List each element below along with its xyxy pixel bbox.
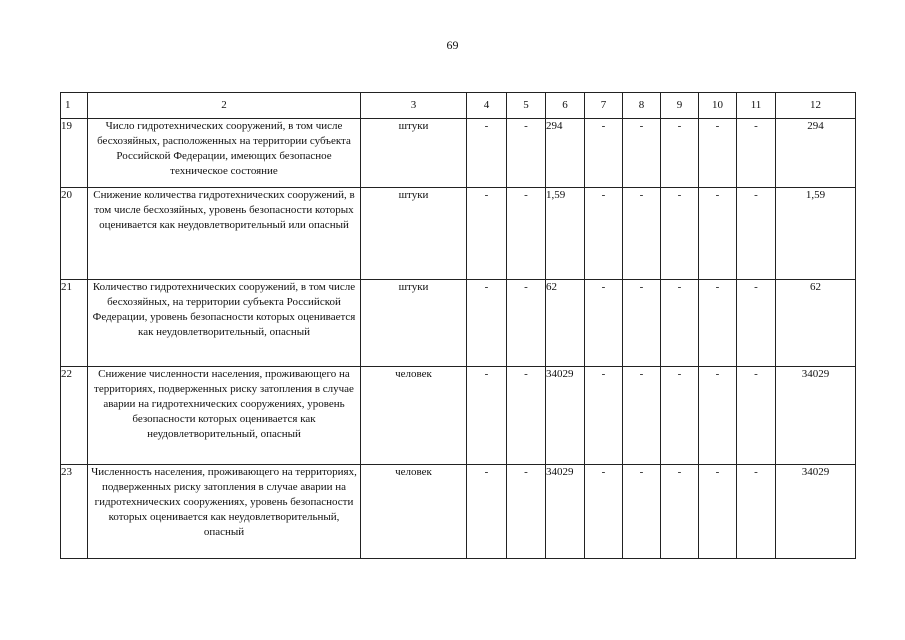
header-row [61,93,856,119]
value-cell-4: - [467,280,507,367]
value-cell-12: 294 [776,119,856,188]
unit-cell: штуки [361,188,467,280]
value-cell-9: - [661,367,699,465]
value-cell-5: - [507,280,546,367]
value-cell-7: - [585,280,623,367]
table-row [61,119,856,188]
header-cell-1: 1 [61,93,88,119]
value-cell-10: - [699,119,737,188]
value-cell-9: - [661,188,699,280]
value-cell-6: 294 [546,119,585,188]
value-cell-6: 62 [546,280,585,367]
value-cell-4: - [467,188,507,280]
header-cell-3: 3 [361,93,467,119]
value-cell-8: - [623,119,661,188]
page-number: 69 [446,38,459,52]
header-cell-12: 12 [776,93,856,119]
table-row [61,367,856,465]
indicator-name: Число гидротехнических сооружений, в том числе бесхозяйных, расположенных на территории субъекта Российской Федерации, имеющих безопасное техническое состояние [88,119,361,188]
table-row [61,465,856,559]
unit-cell: человек [361,465,467,559]
indicator-name: Численность населения, проживающего на территориях, подверженных риску затопления в случае аварии на гидротехнических сооружениях, уровень безопасности которых оценивается как неудовлетворительный, опасный [88,465,361,559]
value-cell-7: - [585,465,623,559]
value-cell-9: - [661,119,699,188]
indicator-name: Снижение численности населения, проживающего на территориях, подверженных риску затопления в случае аварии на гидротехнических сооружениях, уровень безопасности которых оценивается как неудовлетворительный, опасный [88,367,361,465]
header-cell-5: 5 [507,93,546,119]
value-cell-11: - [737,280,776,367]
value-cell-7: - [585,188,623,280]
value-cell-7: - [585,367,623,465]
value-cell-4: - [467,367,507,465]
value-cell-6: 1,59 [546,188,585,280]
value-cell-11: - [737,367,776,465]
value-cell-6: 34029 [546,367,585,465]
value-cell-11: - [737,465,776,559]
header-cell-10: 10 [699,93,737,119]
value-cell-5: - [507,465,546,559]
value-cell-5: - [507,367,546,465]
value-cell-12: 34029 [776,465,856,559]
value-cell-9: - [661,465,699,559]
value-cell-4: - [467,119,507,188]
row-number: 20 [61,188,88,280]
row-number: 21 [61,280,88,367]
value-cell-5: - [507,119,546,188]
unit-cell: человек [361,367,467,465]
value-cell-5: - [507,188,546,280]
header-cell-4: 4 [467,93,507,119]
row-number: 23 [61,465,88,559]
value-cell-11: - [737,188,776,280]
value-cell-8: - [623,188,661,280]
indicator-name: Количество гидротехнических сооружений, в том числе бесхозяйных, на территории субъекта Российской Федерации, уровень безопасности которых оценивается как неудовлетворительный, опасный [88,280,361,367]
row-number: 22 [61,367,88,465]
value-cell-8: - [623,465,661,559]
header-cell-7: 7 [585,93,623,119]
value-cell-8: - [623,280,661,367]
value-cell-7: - [585,119,623,188]
unit-cell: штуки [361,280,467,367]
header-cell-2: 2 [88,93,361,119]
value-cell-12: 34029 [776,367,856,465]
value-cell-10: - [699,188,737,280]
header-cell-9: 9 [661,93,699,119]
value-cell-8: - [623,367,661,465]
table-row [61,280,856,367]
indicators-table [60,92,856,559]
header-cell-6: 6 [546,93,585,119]
row-number: 19 [61,119,88,188]
value-cell-10: - [699,280,737,367]
value-cell-4: - [467,465,507,559]
value-cell-6: 34029 [546,465,585,559]
value-cell-10: - [699,465,737,559]
header-cell-8: 8 [623,93,661,119]
indicator-name: Снижение количества гидротехнических сооружений, в том числе бесхозяйных, уровень безопасности которых оценивается как неудовлетворительный или опасный [88,188,361,280]
value-cell-12: 62 [776,280,856,367]
value-cell-11: - [737,119,776,188]
header-cell-11: 11 [737,93,776,119]
value-cell-12: 1,59 [776,188,856,280]
table-row [61,188,856,280]
unit-cell: штуки [361,119,467,188]
value-cell-10: - [699,367,737,465]
value-cell-9: - [661,280,699,367]
